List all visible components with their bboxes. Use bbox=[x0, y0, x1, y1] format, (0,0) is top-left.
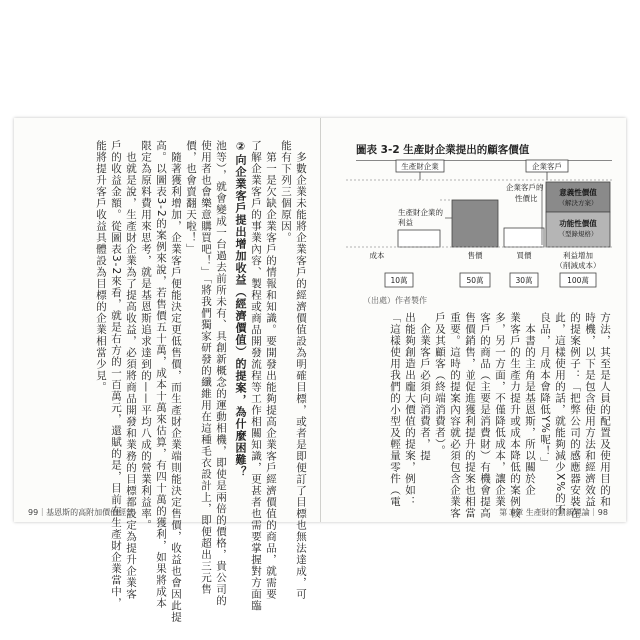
right-page-footer: 第３章 生產財的創新理論｜98 bbox=[499, 508, 608, 517]
figure-source-note: （出處）作者製作 bbox=[363, 296, 427, 305]
value-label-customer: 100萬 bbox=[567, 276, 589, 285]
category-price: 售價 bbox=[467, 251, 483, 260]
emotional-sub-text: （解決方案） bbox=[558, 199, 598, 207]
category-cost: 成本 bbox=[369, 251, 385, 260]
bar-purchase bbox=[504, 228, 544, 247]
emotional-value-text: 意義性價值 bbox=[559, 188, 597, 197]
value-label-cost: 10萬 bbox=[390, 276, 408, 285]
category-customer-profit-2: （削減成本） bbox=[555, 261, 601, 270]
left-page-heading: ②向企業客戶提出增加收益（經濟價值）的提案，為什麼困難？ bbox=[234, 140, 247, 478]
header-producer-text: 生產財企業 bbox=[401, 162, 439, 171]
left-page-body2: 多數企業未能將企業客戶的經濟價值設為明確目標，或者是即便訂了目標也無法達成，可 能有下列三個原因。 第一是欠缺企業客戶的情報和知識。要開發出能夠提高企業客戶經濟價值的商品，就需要 了解企業客戶的事業內容、製程或商品開發流程等工作相關知識，更甚者也需要掌握對方面臨 bbox=[250, 140, 307, 612]
bar-cost bbox=[398, 230, 440, 247]
category-customer-profit-1: 利益增加 bbox=[563, 251, 593, 260]
right-page-body: 方法，其至是人員的配置及使用目的和 時機，以下是包含使用方法和經濟效益 的提案例子：「把弊公司的感應器安裝在 此，這樣使用的話，就能夠減少X%的不 良品，月成本會降低Y%呢！」 本書的主角是基恩斯，所以關於企 業客戶的生產力提升或成本降低的案例較 多，另一方面，不僅降低成本，讓企業 客戶的商品（主要是消費財）有機會提高 售價銷售，並促進獲利提升的提案也相當 重要。這時的提案內容就必須包含企業客 戶及其顧客（終端消費者）。 企業客戶必須向消費者，提 出能夠創造出龐大價值的提案，例如： 「這樣使用我們的小型及輕量零件（電 bbox=[389, 312, 611, 519]
bar-price bbox=[452, 200, 498, 247]
value-label-purchase: 30萬 bbox=[515, 276, 533, 285]
profit-label-line1: 生產財企業的 bbox=[398, 208, 443, 217]
figure-title: 圖表 3-2 生產財企業提出的顧客價值 bbox=[356, 144, 530, 156]
functional-value-text: 功能性價值 bbox=[559, 219, 597, 228]
customer-value-line2: 性價比 bbox=[515, 194, 538, 203]
customer-value-line1: 企業客戶的 bbox=[506, 183, 544, 192]
category-purchase: 買價 bbox=[516, 251, 532, 260]
value-label-price: 50萬 bbox=[466, 276, 484, 285]
bar-customer-emotional bbox=[546, 182, 610, 212]
profit-label-line2: 利益 bbox=[398, 218, 413, 227]
header-customer-text: 企業客戶 bbox=[532, 162, 562, 171]
functional-sub-text: （型錄規格） bbox=[558, 230, 598, 238]
left-page-footer: 99｜基恩斯的高附加價值經營 bbox=[28, 508, 135, 517]
left-page-body: 池等），就會變成一台過去前所未有、具創新概念的運動相機，即使是兩倍的價格，貴公司的 使用者也會樂意購買吧！」「將我們獨家研發的纖維用在這種毛衣設計上，即便超出三元售 價，也會賣翻天啦！」 隨著獲利增加，企業客戶便能決定更低售價，而生產財企業端則能決定售價，收益也會因此提 高。以圖表3-2的案例來說，若售價五十萬，成本十萬來估算，有四十萬的獲利，如果將成本 限定為原料費用來思考，就是基恩斯追求達到的——平均八成的營業利益率。 也就是說，生產財企業為了提高收益，必須將商品開發和業務的目標都設定為提升企業客 戶的收益金額。從圖表3-2來看，就是右方的一百萬元，還賦的是，目前在生產財企業當中， 能將提升客戶收益具體設為目標的企業相當少見。 bbox=[95, 140, 227, 623]
